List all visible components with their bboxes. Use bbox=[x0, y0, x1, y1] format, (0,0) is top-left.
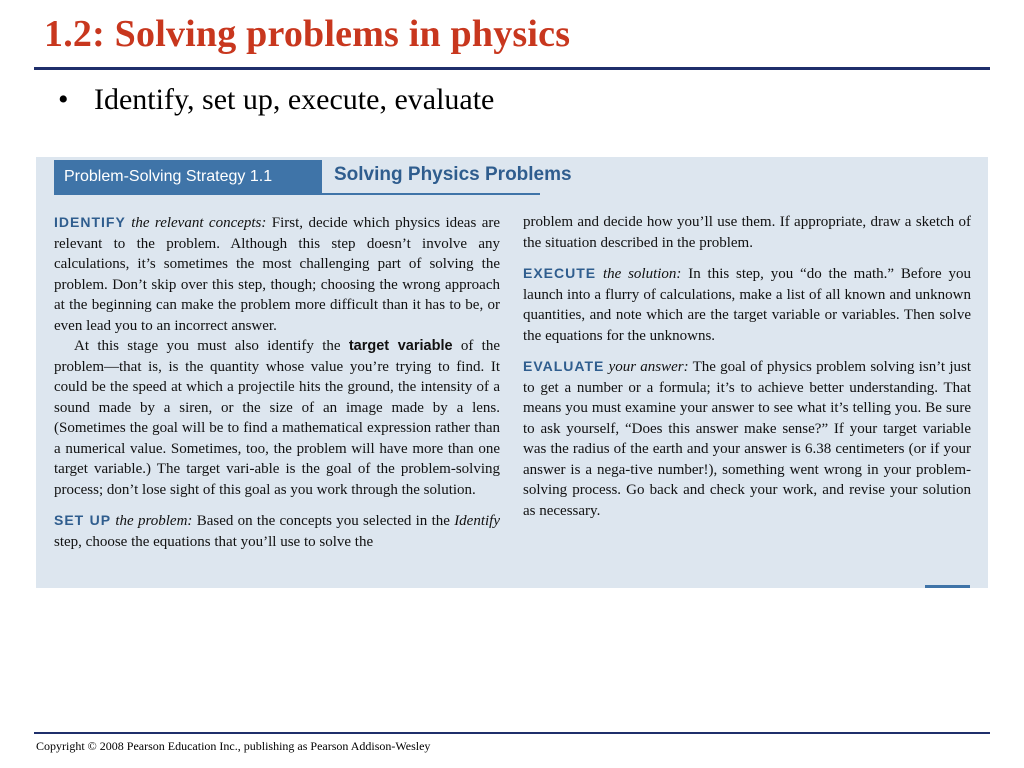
left-column bbox=[54, 212, 500, 552]
stage-text-after: of the problem—that is, is the quantity whose value you’re trying to find. It could be the speed at which a projectile hits the ground, the intensity of a sound made by a siren, or the size of an image made by a lens. (Sometimes the goal will be to find a mathematical expression rather than a numerical value. Sometimes, too, the problem will have more than one target variable.) The target vari-able is the goal of the problem-solving process; don’t lose sight of this goal as you work through the solution. bbox=[54, 338, 501, 498]
title-divider bbox=[34, 67, 990, 70]
execute-text: In this step, you “do the math.” Before you launch into a flurry of calculations, make a list of all known and unknown quantities, and note which are the target variable or variables. Then solve the equations for the unknowns. bbox=[523, 266, 971, 344]
box-end-mark bbox=[925, 585, 970, 588]
box-top-band bbox=[36, 144, 988, 157]
setup-paragraph bbox=[54, 510, 500, 552]
execute-paragraph bbox=[523, 263, 971, 346]
identify-label: IDENTIFY bbox=[54, 214, 126, 230]
evaluate-label: EVALUATE bbox=[523, 358, 605, 374]
right-column bbox=[523, 212, 971, 521]
setup-subtitle: the problem: bbox=[115, 513, 193, 529]
target-variable-term: target variable bbox=[348, 338, 453, 354]
execute-label: EXECUTE bbox=[523, 265, 597, 281]
setup-text-after: step, choose the equations that you’ll use to solve the bbox=[54, 533, 374, 550]
identify-text: First, decide which physics ideas are relevant to the problem. Although this step doesn’t involve any calculations, it’s sometimes the most challenging part of solving the problem. Don’t skip over this step, though; choosing the wrong approach at the beginning can make the problem more difficult than it has to be, or even lead you to an incorrect answer. bbox=[54, 215, 500, 334]
setup-continued: problem and decide how you’ll use them. If appropriate, draw a sketch of the situation described in the problem. bbox=[523, 214, 971, 251]
setup-label: SET UP bbox=[54, 512, 112, 528]
evaluate-subtitle: your answer: bbox=[608, 359, 689, 375]
footer-divider bbox=[34, 732, 990, 734]
stage-text-before: At this stage you must also identify the bbox=[74, 338, 341, 354]
execute-subtitle: the solution: bbox=[602, 266, 682, 282]
setup-text-before: Based on the concepts you selected in the bbox=[196, 513, 450, 529]
evaluate-text: The goal of physics problem solving isn’t just to get a number or a formula; it’s to achieve better understanding. That means you must examine your answer to see what it’s telling you. Be sure to ask yourself, “Does this answer make sense?” If your target variable was the radius of the earth and your answer is 6.38 centimeters (or if your answer is a nega-tive number!), something went wrong in your problem-solving process. Go back and check your work, and revise your solution as necessary. bbox=[523, 359, 971, 519]
tab-underline bbox=[54, 193, 540, 195]
strategy-heading: Solving Physics Problems bbox=[334, 164, 572, 185]
copyright-footer: Copyright © 2008 Pearson Education Inc., publishing as Pearson Addison-Wesley bbox=[36, 739, 431, 753]
slide-title: 1.2: Solving problems in physics bbox=[44, 13, 571, 55]
bullet-icon: • bbox=[58, 83, 69, 116]
strategy-tab: Problem-Solving Strategy 1.1 bbox=[54, 160, 322, 194]
identify-paragraph bbox=[54, 212, 500, 336]
setup-identify-word: Identify bbox=[454, 513, 501, 529]
target-variable-paragraph bbox=[54, 336, 500, 500]
identify-subtitle: the relevant concepts: bbox=[131, 215, 267, 231]
strategy-box bbox=[36, 144, 988, 588]
bullet-text: Identify, set up, execute, evaluate bbox=[94, 83, 495, 116]
evaluate-paragraph bbox=[523, 356, 971, 521]
bullet-item bbox=[58, 83, 494, 117]
